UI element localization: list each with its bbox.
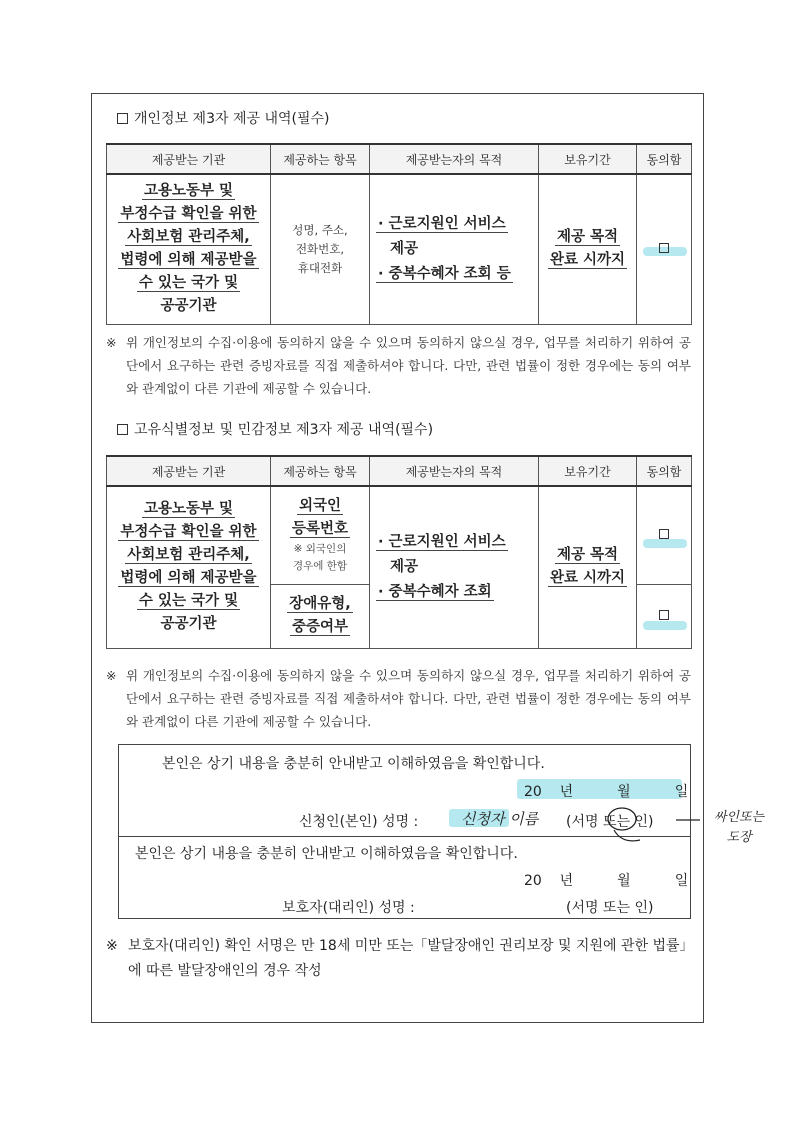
- agree-cell-2: [637, 584, 692, 648]
- note2: ※ 위 개인정보의 수집·이용에 동의하지 않을 수 있으며 동의하지 않으실 경우, 업무를 처리하기 위하여 공단에서 요구하는 관련 증빙자료를 직접 제출하셔야 합니다. 다만, 관련 법률이 정한 경우에는 동의 여부와 관계없이 다른 기관에 제공할 수 있습니다.: [106, 668, 691, 729]
- purpose-cell: · 근로지원인 서비스 제공 · 중복수혜자 조회: [370, 486, 539, 648]
- applicant-name-label: 신청인(본인) 성명 :: [299, 814, 419, 830]
- header-items: 제공하는 항목: [271, 144, 370, 174]
- highlight-mark: [643, 539, 687, 548]
- section-checkbox-icon: [117, 424, 128, 435]
- guardian-date[interactable]: 20 년 월 일: [524, 873, 689, 889]
- applicant-date[interactable]: 20 년 월 일: [524, 784, 689, 800]
- header-items: 제공하는 항목: [271, 456, 370, 486]
- section2-title: 고유식별정보 및 민감정보 제3자 제공 내역(필수): [117, 419, 433, 439]
- guardian-name-label: 보호자(대리인) 성명 :: [282, 900, 415, 916]
- header-purpose: 제공받는자의 목적: [370, 456, 539, 486]
- items-cell-disability: 장애유형, 중증여부: [271, 584, 370, 648]
- recipient-cell: 고용노동부 및 부정수급 확인을 위한 사회보험 관리주체, 법령에 의해 제공받을 수 있는 국가 및 공공기관: [107, 174, 271, 324]
- highlight-mark: [643, 621, 687, 630]
- section2-table: [106, 455, 692, 649]
- retention-cell: 제공 목적 완료 시까지: [539, 486, 637, 648]
- header-agree: 동의함: [637, 144, 692, 174]
- agree-checkbox-icon[interactable]: [659, 243, 669, 253]
- items-cell-foreigner: 외국인 등록번호 ※ 외국인의 경우에 한함: [271, 486, 370, 584]
- header-purpose: 제공받는자의 목적: [370, 144, 539, 174]
- agree-checkbox-icon[interactable]: [659, 529, 669, 539]
- purpose-cell: · 근로지원인 서비스 제공 · 중복수혜자 조회 등: [370, 174, 539, 324]
- retention-cell: 제공 목적 완료 시까지: [539, 174, 637, 324]
- header-recipient: 제공받는 기관: [107, 456, 271, 486]
- agree-cell-1: [637, 486, 692, 584]
- header-retention: 보유기간: [539, 144, 637, 174]
- agree-checkbox-icon[interactable]: [659, 610, 669, 620]
- applicant-handwritten-name[interactable]: 신청자 이름: [461, 810, 539, 828]
- applicant-confirm-text: 본인은 상기 내용을 충분히 안내받고 이해하였음을 확인합니다.: [162, 756, 545, 772]
- header-agree: 동의함: [637, 456, 692, 486]
- guardian-confirm-text: 본인은 상기 내용을 충분히 안내받고 이해하였음을 확인합니다.: [135, 846, 518, 862]
- margin-annotation: 싸인또는 도장: [713, 810, 765, 845]
- note1: ※ 위 개인정보의 수집·이용에 동의하지 않을 수 있으며 동의하지 않으실 경우, 업무를 처리하기 위하여 공단에서 요구하는 관련 증빙자료를 직접 제출하셔야 합니다. 다만, 관련 법률이 정한 경우에는 동의 여부와 관계없이 다른 기관에 제공할 수 있습니다.: [106, 335, 691, 396]
- section1-table: [106, 143, 692, 325]
- section1-title: 개인정보 제3자 제공 내역(필수): [117, 108, 329, 128]
- circle-mark: [608, 808, 636, 830]
- guardian-footnote: ※ 보호자(대리인) 확인 서명은 만 18세 미만 또는「발달장애인 권리보장 및 지원에 관한 법률」에 따른 발달장애인의 경우 작성: [106, 938, 687, 979]
- curve-mark: [614, 830, 640, 841]
- header-retention: 보유기간: [539, 456, 637, 486]
- section-checkbox-icon: [117, 113, 128, 124]
- guardian-sign-hint: (서명 또는 인): [566, 900, 654, 916]
- agree-cell: [637, 174, 692, 324]
- applicant-sign-hint: (서명 또는 인): [566, 814, 654, 830]
- items-cell: 성명, 주소, 전화번호, 휴대전화: [271, 174, 370, 324]
- header-recipient: 제공받는 기관: [107, 144, 271, 174]
- recipient-cell: 고용노동부 및 부정수급 확인을 위한 사회보험 관리주체, 법령에 의해 제공받을 수 있는 국가 및 공공기관: [107, 486, 271, 648]
